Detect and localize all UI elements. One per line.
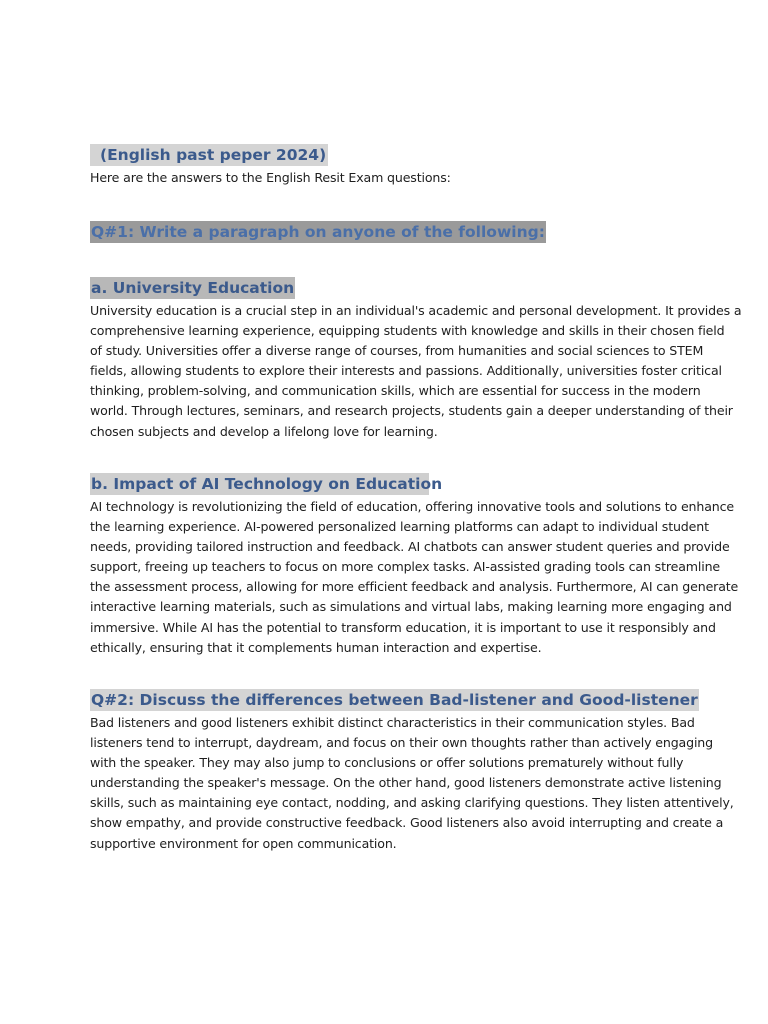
q1b-paragraph	[90, 497, 739, 658]
q1a-heading-text: a. University Education	[91, 279, 295, 297]
q2-paragraph	[90, 713, 734, 854]
paragraph-line: listeners tend to interrupt, daydream, and focus on their own thoughts rather than actively engaging	[90, 735, 713, 751]
paragraph-line: of study. Universities offer a diverse range of courses, from humanities and social sciences to STEM	[90, 343, 704, 359]
paragraph-line: needs, providing tailored instruction and feedback. AI chatbots can answer student queries and provide	[90, 539, 730, 555]
q1-heading	[90, 221, 546, 243]
q1a-paragraph	[90, 301, 742, 442]
paragraph-line: University education is a crucial step in an individual's academic and personal development. It provides a	[90, 303, 742, 318]
intro-line: Here are the answers to the English Resit Exam questions:	[90, 170, 451, 185]
paragraph-line: understanding the speaker's message. On the other hand, good listeners demonstrate active listening	[90, 775, 722, 791]
document-title-text: (English past peper 2024)	[100, 146, 327, 164]
q1b-heading-text: b. Impact of AI Technology on Education	[91, 475, 443, 493]
q2-heading	[90, 689, 699, 711]
q1-heading-text: Q#1: Write a paragraph on anyone of the following:	[91, 223, 545, 241]
paragraph-line: show empathy, and provide constructive feedback. Good listeners also avoid interrupting and create a	[90, 815, 724, 831]
q1b-heading	[90, 473, 443, 495]
paragraph-line: the learning experience. AI-powered personalized learning platforms can adapt to individual student	[90, 519, 709, 535]
q1a-heading	[90, 277, 295, 299]
paragraph-line: immersive. While AI has the potential to transform education, it is important to use it responsibly and	[90, 619, 716, 635]
document-title	[90, 144, 328, 166]
paragraph-line: fields, allowing students to explore their interests and passions. Additionally, universities foster critical	[90, 363, 722, 379]
paragraph-line: ethically, ensuring that it complements human interaction and expertise.	[90, 639, 542, 655]
paragraph-line: skills, such as maintaining eye contact, nodding, and asking clarifying questions. They listen attentively,	[90, 795, 734, 811]
paragraph-line: comprehensive learning experience, equipping students with knowledge and skills in their chosen field	[90, 323, 725, 339]
paragraph-line: thinking, problem-solving, and communication skills, which are essential for success in the modern	[90, 383, 701, 399]
intro-text	[90, 168, 690, 188]
paragraph-line: world. Through lectures, seminars, and research projects, students gain a deeper understanding of their	[90, 403, 733, 419]
paragraph-line: the assessment process, allowing for more efficient feedback and analysis. Furthermore, AI can generate	[90, 579, 739, 595]
paragraph-line: interactive learning materials, such as simulations and virtual labs, making learning more engaging and	[90, 599, 732, 615]
paragraph-line: supportive environment for open communication.	[90, 835, 397, 851]
q2-heading-text: Q#2: Discuss the differences between Bad-listener and Good-listener	[91, 691, 698, 709]
paragraph-line: support, freeing up teachers to focus on more complex tasks. AI-assisted grading tools can streamline	[90, 559, 721, 575]
paragraph-line: with the speaker. They may also jump to conclusions or offer solutions prematurely without fully	[90, 755, 684, 771]
paragraph-line: chosen subjects and develop a lifelong love for learning.	[90, 423, 438, 439]
paragraph-line: Bad listeners and good listeners exhibit distinct characteristics in their communication styles. Bad	[90, 715, 695, 730]
paragraph-line: AI technology is revolutionizing the field of education, offering innovative tools and solutions to enhance	[90, 499, 734, 514]
